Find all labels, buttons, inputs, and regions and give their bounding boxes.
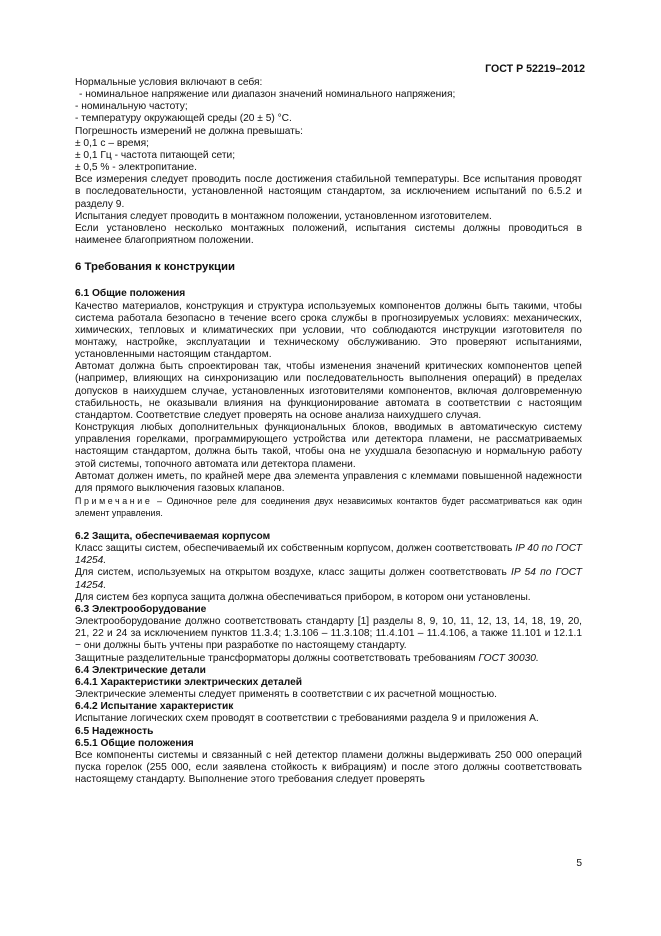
subsection-title: 6.2 Защита, обеспечиваемая корпусом [75, 531, 271, 542]
paragraph: Погрешность измерений не должна превышать: [75, 125, 303, 137]
note-label: Примечание [75, 496, 153, 506]
standard-ref: IP 54 по ГОСТ 14254. [75, 567, 582, 591]
list-item: ± 0,5 % - электропитание. [75, 162, 197, 174]
paragraph: Электрические элементы следует применять в соответствии с их расчетной мощностью. [75, 689, 497, 701]
paragraph-text: Класс защиты систем, обеспечиваемый их собственным корпусом, должен соответствовать [75, 543, 516, 555]
paragraph: Качество материалов, конструкция и структура используемых компонентов должны быть такими, чтобы система работала безопасно в течение всего срока службы в прогнозируемых условиях: механических, химических, тепловых и климатических при условии, что соблюдаются инструкции изготовителя по монтажу, настройке, эксплуатации и техническому обслуживанию. Это проверяют испытаниями, установленными настоящим стандартом. [75, 300, 582, 361]
paragraph [75, 174, 582, 210]
document-header: ГОСТ Р 52219–2012 [485, 63, 585, 75]
page-number: 5 [576, 858, 582, 869]
list-item: ± 0,1 с – время; [75, 137, 149, 149]
subsection-title: 6.4 Электрические детали [75, 664, 206, 676]
subsection-title: 6.5 Надежность [75, 725, 154, 737]
subsection-title: 6.4.2 Испытание характеристик [75, 701, 234, 713]
paragraph: Электрооборудование должно соответствовать стандарту [1] разделы 8, 9, 10, 11, 12, 13, 14, 18, 19, 20, 21, 22 и 24 за исключением пунктов 11.3.4; 1.3.106 – 11.3.108; 11.4.101 – 11.4.106, а также 11.101 и 12.1.1 − они должны быть учтены при разработке по настоящему стандарту. [75, 616, 582, 652]
paragraph: Автомат должен иметь, по крайней мере два элемента управления с клеммами повышенной надежности для прямого выключения газовых клапанов. [75, 470, 582, 494]
paragraph: Все компоненты системы и связанный с ней детектор пламени должны выдерживать 250 000 операций пуска горелок (255 000, если заявлена стойкость к вибрациям) и после этого должны соответствовать настоящему стандарту. Выполнение этого требования следует проверять [75, 749, 582, 786]
paragraph-text: Защитные разделительные трансформаторы должны соответствовать требованиям [75, 652, 479, 664]
paragraph: Если установлено несколько монтажных положений, испытания системы должны проводиться в наименее благоприятном положении. [75, 222, 582, 247]
paragraph [75, 653, 582, 665]
note-text: – Одиночное реле для соединения двух независимых контактов будет рассматриваться как один элемент управления. [75, 496, 582, 518]
document-body [75, 77, 582, 786]
list-item: - номинальное напряжение или диапазон значений номинального напряжения; [79, 89, 456, 101]
spacer [75, 519, 582, 531]
paragraph: Испытания следует проводить в монтажном положении, установленном изготовителем. [75, 210, 492, 222]
list-item: - номинальную частоту; [75, 101, 188, 113]
list-item: ± 0,1 Гц - частота питающей сети; [75, 149, 236, 161]
subsection-title: 6.5.1 Общие положения [75, 737, 194, 749]
subsection-title: 6.3 Электрооборудование [75, 603, 207, 615]
note [75, 495, 582, 519]
paragraph [75, 543, 582, 567]
paragraph: Испытание логических схем проводят в соответствии с требованиями раздела 9 и приложения А. [75, 713, 539, 725]
paragraph: Для систем без корпуса защита должна обеспечиваться прибором, в котором они установлены. [75, 591, 531, 603]
paragraph: Конструкция любых дополнительных функциональных блоков, вводимых в автоматическую систему управления горелками, программирующего устройства или детектора пламени, не рассматриваемых настоящим стандартом, должна быть такой, чтобы она не ухудшала безопасную и нормальную работу этой системы, топочного автомата или детектора пламени. [75, 422, 582, 470]
standard-ref: IP 40 по ГОСТ 14254. [75, 543, 582, 567]
list-item: - температуру окружающей среды (20 ± 5) °С. [75, 113, 292, 125]
standard-ref: ГОСТ 30030. [478, 652, 539, 664]
paragraph: Нормальные условия включают в себя: [75, 77, 263, 88]
paragraph-text: Для систем, используемых на открытом воздухе, класс защиты должен соответствовать [75, 567, 512, 579]
paragraph-text: Все измерения следует проводить после достижения стабильной температуры. Все испытания проводят в последовательности, установленной настоящим стандартом, за исключением испытаний по 6.5.2 и разделу 9. [75, 174, 582, 210]
paragraph: Автомат должна быть спроектирован так, чтобы изменения значений критических компонентов цепей (например, влияющих на синхронизацию или последовательность выполнения операций) в пределах допусков в наихудшем случае, установленных изготовителями компонентов, включая долговременную стабильность, не оказывали влияния на функционирование автомата в соответствии с настоящим стандартом. Соответствие следует проверять на основе анализа наихудшего случая. [75, 361, 582, 421]
subsection-title: 6.4.1 Характеристики электрических деталей [75, 676, 303, 688]
section-title: 6 Требования к конструкции [75, 261, 236, 274]
subsection-title: 6.1 Общие положения [75, 288, 186, 300]
paragraph [75, 567, 582, 591]
